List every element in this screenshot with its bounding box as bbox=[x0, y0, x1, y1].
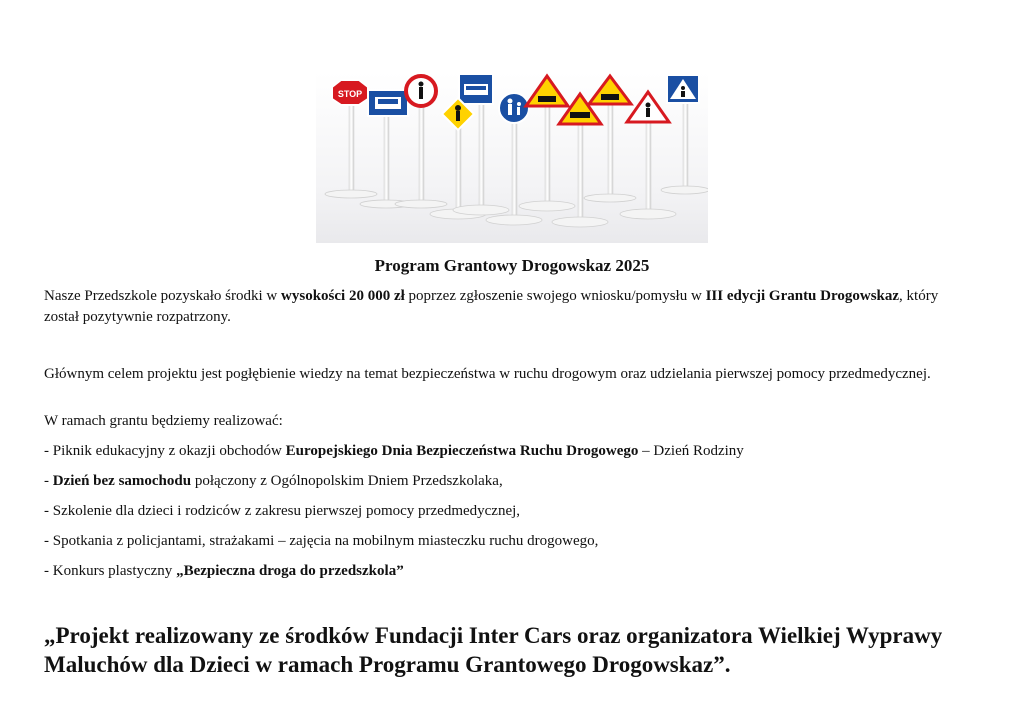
road-signs-image bbox=[316, 72, 708, 243]
grant-amount: wysokości 20 000 zł bbox=[281, 288, 405, 304]
grant-edition: III edycji Grantu Drogowskaz bbox=[705, 288, 900, 304]
list-item: - Dzień bez samochodu połączony z Ogólnopolskim Dniem Przedszkolaka, bbox=[44, 473, 503, 489]
bus-stop-sign-icon bbox=[368, 90, 408, 116]
intro-paragraph: Nasze Przedszkole pozyskało środki w wysokości 20 000 zł poprzez zgłoszenie swojego wniosku/pomysłu w III edycji Grantu Drogowskaz, który został pozytywnie rozpatrzony. bbox=[44, 288, 939, 325]
crosswalk-sign-icon bbox=[667, 75, 699, 103]
bus-lane-sign-icon bbox=[459, 74, 493, 104]
page-title: Program Grantowy Drogowskaz 2025 bbox=[374, 256, 650, 275]
list-item: - Piknik edukacyjny z okazji obchodów Europejskiego Dnia Bezpieczeństwa Ruchu Drogowego – Dzień Rodziny bbox=[44, 443, 744, 459]
no-pedestrians-sign-icon bbox=[406, 76, 436, 106]
activities-lead: W ramach grantu będziemy realizować: bbox=[44, 413, 283, 429]
list-item: - Konkurs plastyczny „Bezpieczna droga do przedszkola” bbox=[44, 563, 404, 579]
goal-paragraph: Głównym celem projektu jest pogłębienie wiedzy na temat bezpieczeństwa w ruchu drogowym oraz udzielania pierwszej pomocy przedmedycznej. bbox=[44, 366, 931, 382]
list-item: - Szkolenie dla dzieci i rodziców z zakresu pierwszej pomocy przedmedycznej, bbox=[44, 503, 521, 519]
funding-statement: „Projekt realizowany ze środków Fundacji Inter Cars oraz organizatora Wielkiej Wyprawy Maluchów dla Dzieci w ramach Programu Grantowego Drogowskaz”. bbox=[44, 623, 943, 677]
svg-text:STOP: STOP bbox=[337, 89, 363, 99]
stop-sign-icon bbox=[332, 80, 368, 105]
barrier-sign-icon bbox=[589, 76, 631, 104]
pedestrian-crossing-warning-icon bbox=[627, 92, 669, 122]
pedestrian-path-sign-icon bbox=[499, 93, 529, 123]
train-warning-sign-icon bbox=[526, 76, 568, 106]
list-item: - Spotkania z policjantami, strażakami – zajęcia na mobilnym miasteczku ruchu drogowego, bbox=[44, 533, 599, 549]
